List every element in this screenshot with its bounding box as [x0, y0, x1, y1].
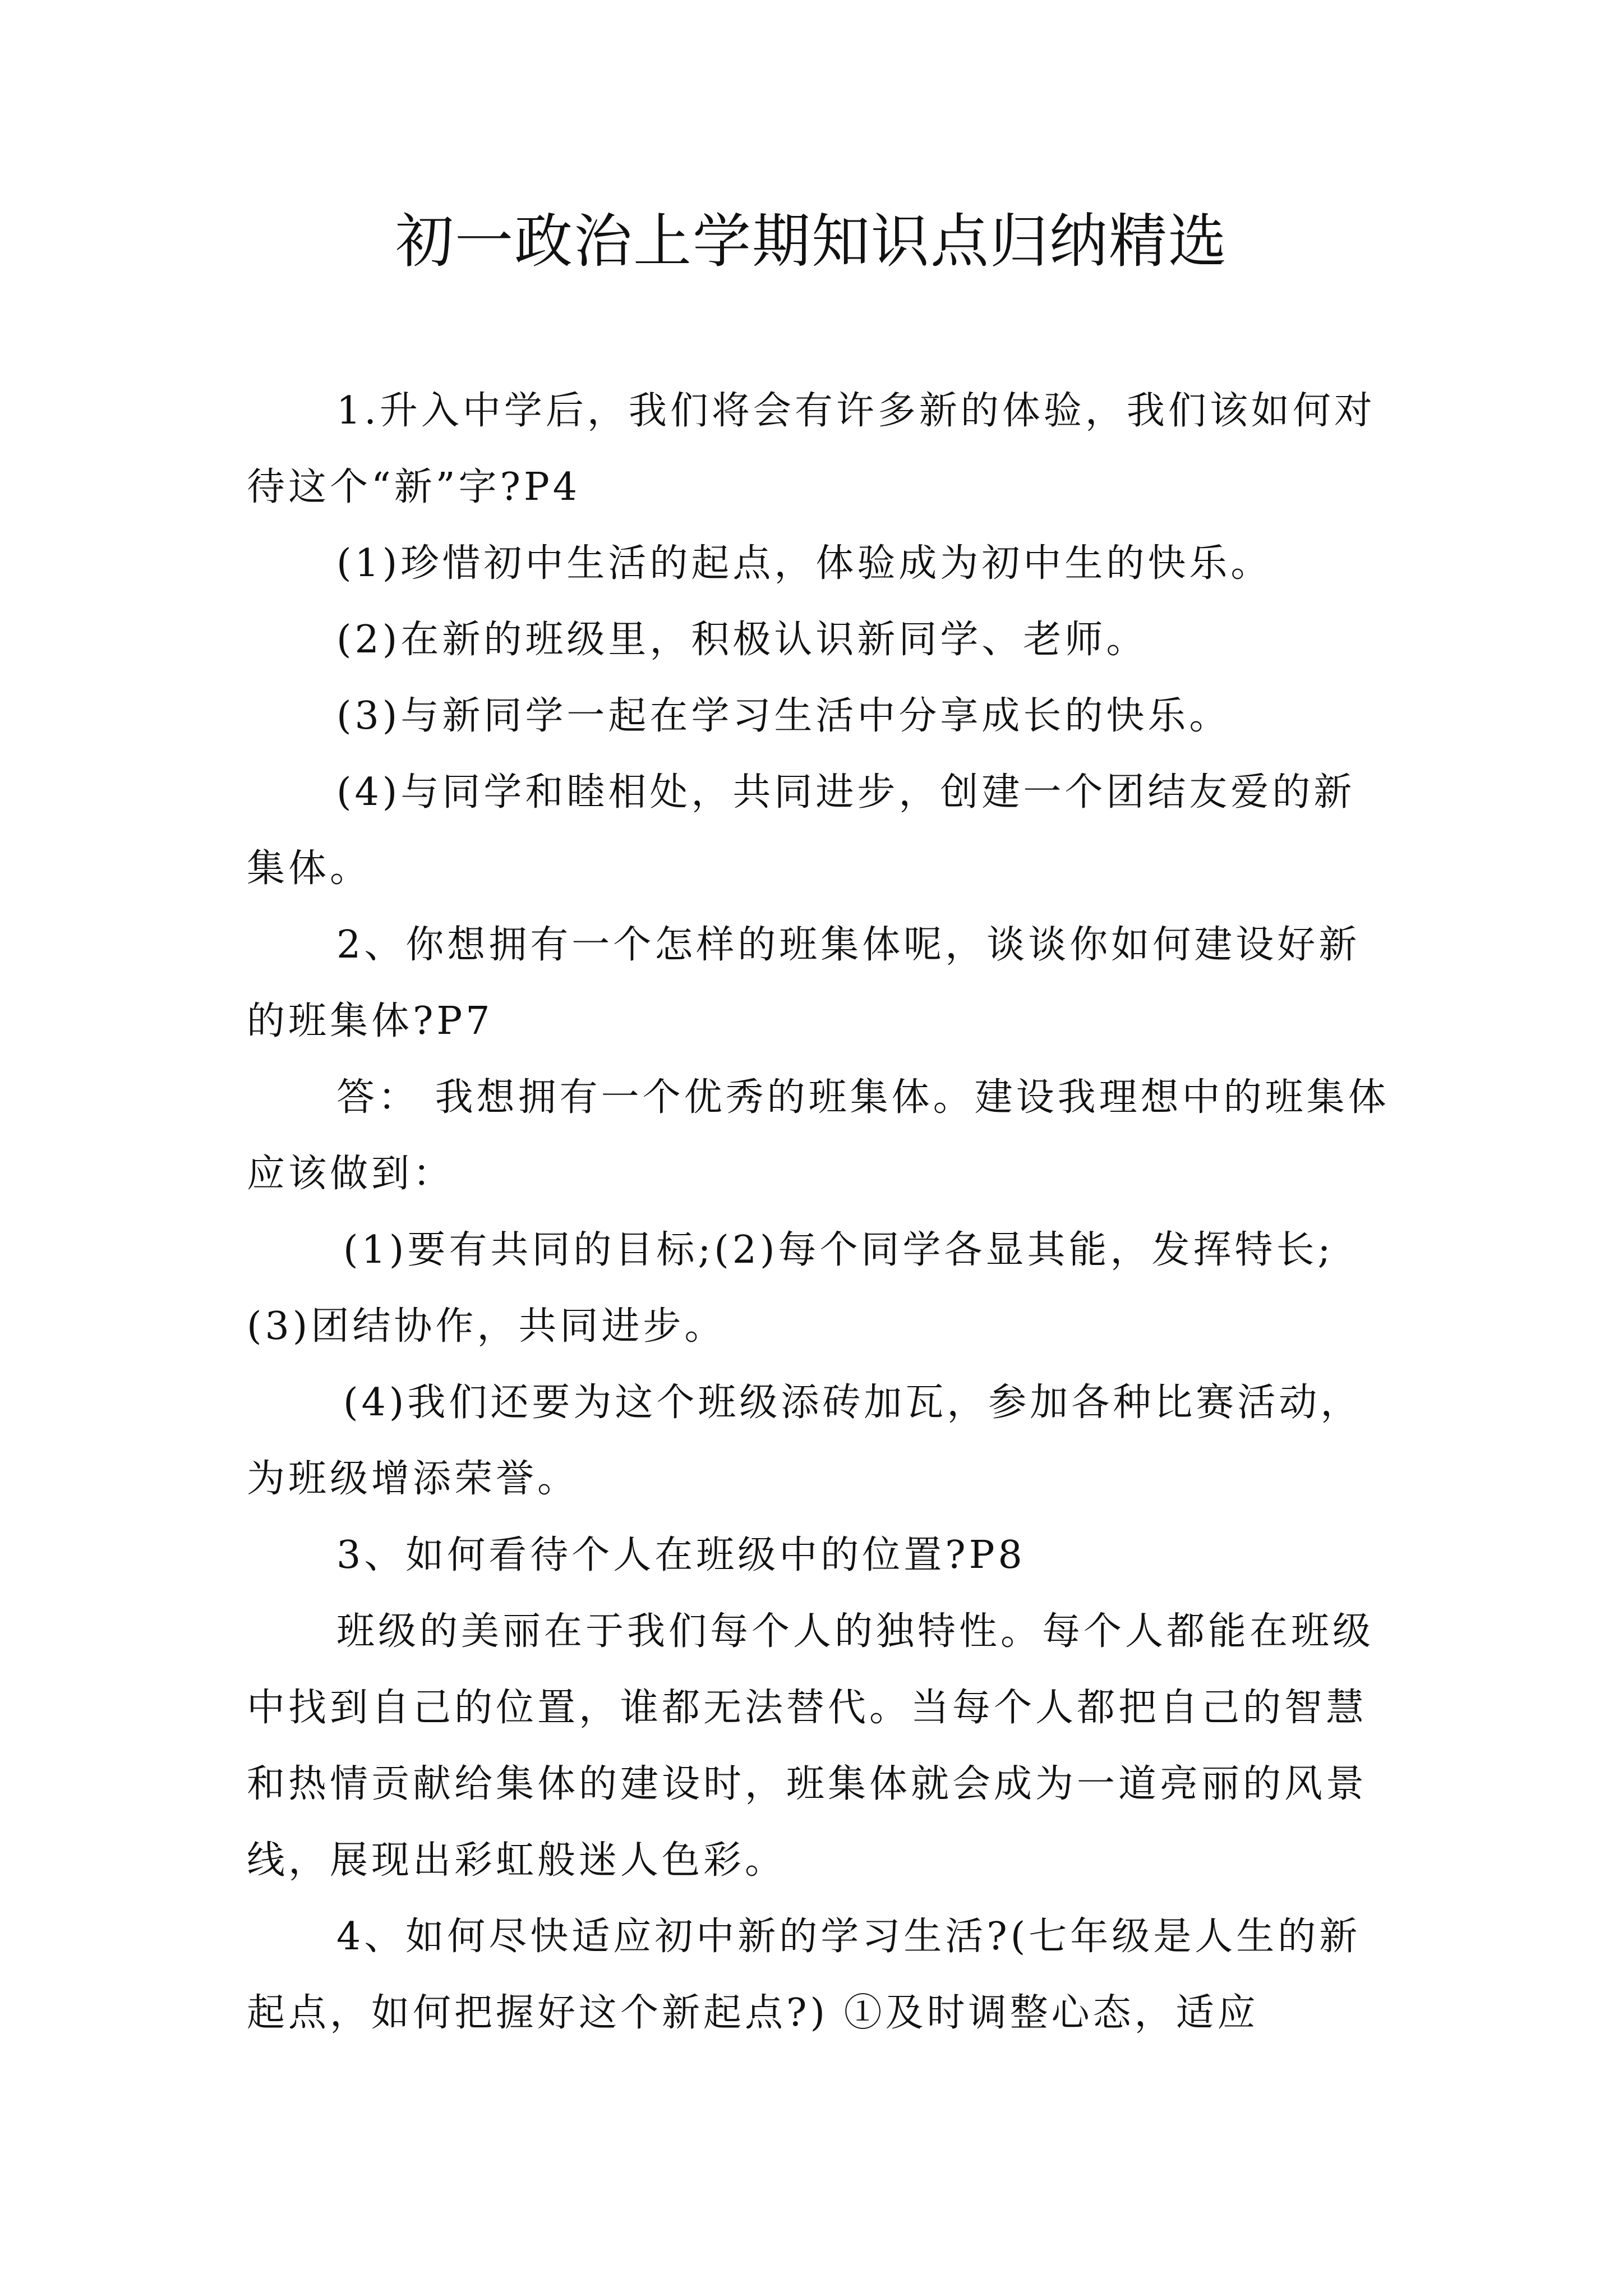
paragraph-q2-answer: 答： 我想拥有一个优秀的班集体。建设我理想中的班集体应该做到： [247, 1075, 1390, 1196]
paragraph-q3-answer: 班级的美丽在于我们每个人的独特性。每个人都能在班级中找到自己的位置，谁都无法替代。当每个人都把自己的智慧和热情贡献给集体的建设时，班集体就会成为一道亮丽的风景线，展现出彩虹般迷人色彩。 [247, 1609, 1375, 1883]
document-title: 初一政治上学期知识点归纳精选 [395, 207, 1228, 275]
paragraph-q2-items: (1)要有共同的目标;(2)每个同学各显其能，发挥特长;(3)团结协作，共同进步。 [247, 1228, 1334, 1349]
paragraph-q1-item1: (1)珍惜初中生活的起点，体验成为初中生的快乐。 [336, 541, 1272, 586]
paragraph-q2: 2、你想拥有一个怎样的班集体呢，谈谈你如何建设好新的班集体?P7 [247, 923, 1361, 1043]
paragraph-q2-item4: (4)我们还要为这个班级添砖加瓦，参加各种比赛活动，为班级增添荣誉。 [247, 1381, 1362, 1501]
paragraph-q1-item3: (3)与新同学一起在学习生活中分享成长的快乐。 [336, 694, 1231, 738]
document-body [247, 373, 1391, 2051]
paragraph-q4: 4、如何尽快适应初中新的学习生活?(七年级是人生的新起点，如何把握好这个新起点?) ①及时调整心态，适应 [247, 1915, 1361, 2035]
paragraph-q3: 3、如何看待个人在班级中的位置?P8 [336, 1533, 1026, 1577]
paragraph-q1-item2: (2)在新的班级里，积极认识新同学、老师。 [336, 618, 1148, 662]
paragraph-q1-item4: (4)与同学和睦相处，共同进步，创建一个团结友爱的新集体。 [247, 770, 1355, 891]
paragraph-q1: 1.升入中学后，我们将会有许多新的体验，我们该如何对待这个“新”字?P4 [247, 389, 1376, 509]
